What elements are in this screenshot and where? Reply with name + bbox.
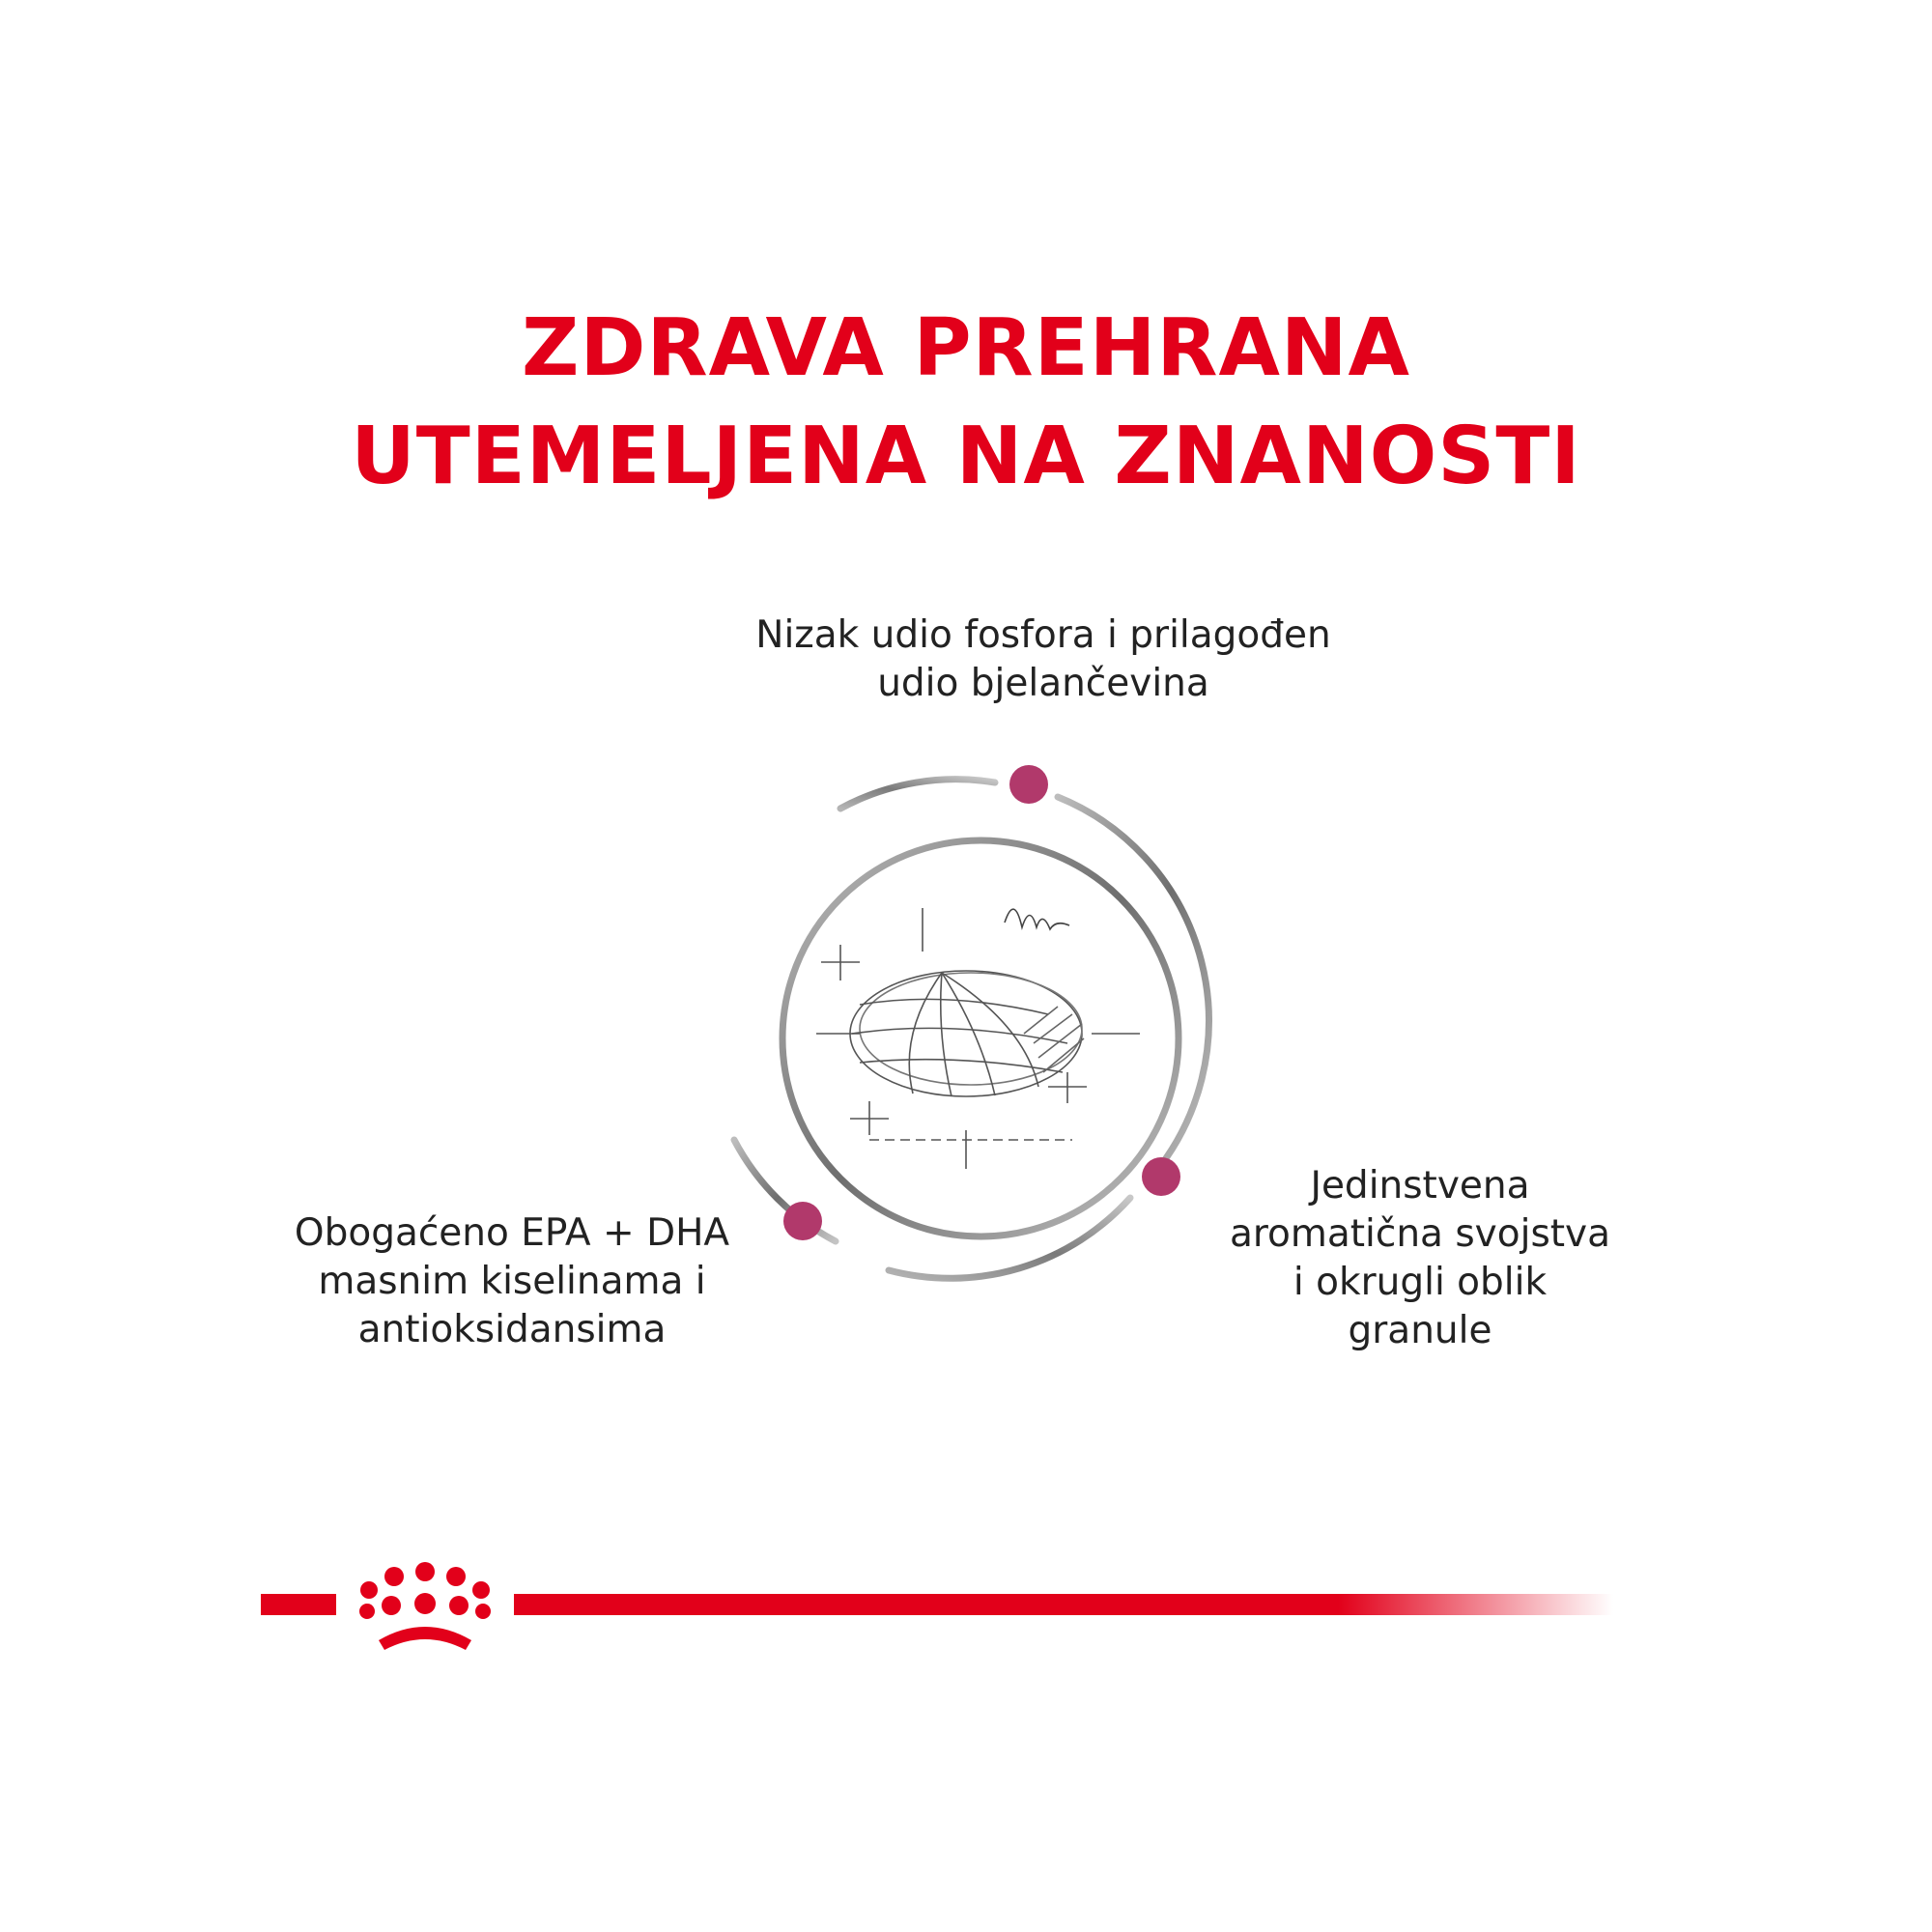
- feature-left-line-2: masnim kiselinama i: [318, 1260, 706, 1303]
- feature-dot-right: [1142, 1157, 1180, 1196]
- feature-epa-dha: [261, 1209, 763, 1354]
- feature-right-line-4: granule: [1348, 1309, 1492, 1352]
- feature-right-line-1: Jedinstvena: [1310, 1164, 1530, 1208]
- feature-left-line-1: Obogaćeno EPA + DHA: [294, 1211, 730, 1255]
- inner-ring: [782, 840, 1179, 1236]
- kibble-sketch-icon: [816, 908, 1140, 1169]
- outer-ring-arc-top: [840, 780, 995, 809]
- outer-ring-arc-right: [1058, 797, 1208, 1174]
- feature-aroma-kibble-shape: [1179, 1162, 1662, 1355]
- page-title: [0, 295, 1932, 511]
- outer-ring-arc-bottom: [889, 1198, 1130, 1278]
- feature-left-line-3: antioksidansima: [357, 1308, 667, 1351]
- feature-dot-left: [783, 1202, 822, 1240]
- title-line-1: ZDRAVA PREHRANA: [521, 302, 1411, 394]
- title-line-2: UTEMELJENA NA ZNANOSTI: [351, 411, 1581, 502]
- feature-right-line-2: aromatična svojstva: [1229, 1212, 1611, 1256]
- band-right-bar: [514, 1594, 1613, 1615]
- benefits-diagram: [705, 744, 1227, 1323]
- band-left-bar: [261, 1594, 336, 1615]
- feature-phosphorus-protein: [676, 611, 1410, 708]
- brand-band: [261, 1555, 1613, 1671]
- feature-right-line-3: i okrugli oblik: [1293, 1261, 1548, 1304]
- feature-top-line-2: udio bjelančevina: [877, 662, 1209, 705]
- feature-top-line-1: Nizak udio fosfora i prilagođen: [755, 613, 1331, 657]
- royal-canin-crown-logo: [359, 1562, 491, 1650]
- feature-dot-top: [1009, 765, 1048, 804]
